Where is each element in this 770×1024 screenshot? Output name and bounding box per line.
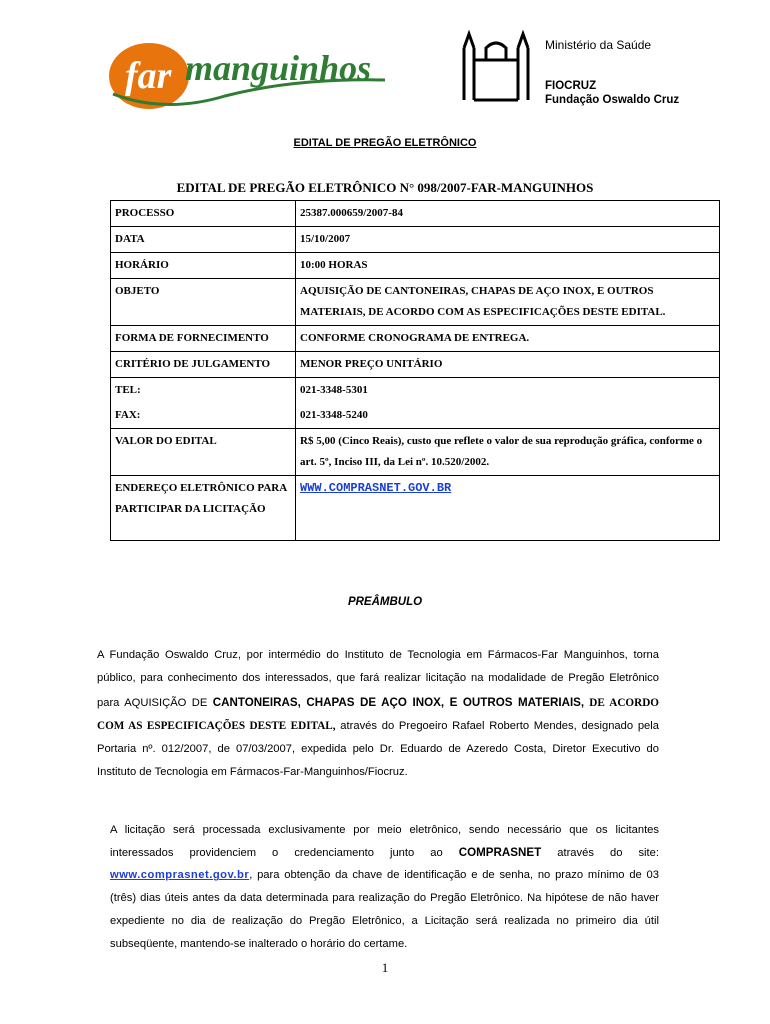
fiocruz-building-icon xyxy=(460,30,532,104)
p2-text-a: A licitação será processada exclusivamente por meio eletrônico, sendo necessário que os licitantes interessados providenciem o credenciamento junto ao xyxy=(110,824,659,859)
fiocruz-line2: Fundação Oswaldo Cruz xyxy=(545,94,680,106)
fiocruz-line1: FIOCRUZ xyxy=(545,80,597,92)
horario-label: HORÁRIO xyxy=(111,253,296,279)
objeto-label: OBJETO xyxy=(111,279,296,326)
forma-value: CONFORME CRONOGRAMA DE ENTREGA. xyxy=(296,326,720,352)
data-label: DATA xyxy=(111,227,296,253)
preambulo-paragraph-1 xyxy=(97,644,659,785)
processo-label: PROCESSO xyxy=(111,201,296,227)
endereco-cell xyxy=(296,476,720,541)
table-row xyxy=(111,227,720,253)
p2-text-d: , para obtenção da chave de identificação e de senha, no prazo mínimo de 03 (três) dias úteis antes da data determinada para realização do Pregão Eletrônico. Na hipótese de não haver expediente no dia de realização do Pregão Eletrônico, a Licitação será realizada no primeiro dia útil subseqüente, mantendo-se inalterado o horário do certame. xyxy=(110,869,659,950)
table-row xyxy=(111,403,720,429)
table-row xyxy=(111,352,720,378)
criterio-value: MENOR PREÇO UNITÁRIO xyxy=(296,352,720,378)
edital-info-table xyxy=(110,200,720,541)
logo-far-text: far xyxy=(125,55,172,97)
comprasnet-site-link[interactable]: www.comprasnet.gov.br xyxy=(110,869,250,882)
edital-main-heading: EDITAL DE PREGÃO ELETRÔNICO N° 098/2007-FAR-MANGUINHOS xyxy=(176,180,594,195)
comprasnet-link[interactable]: WWW.COMPRASNET.GOV.BR xyxy=(300,481,452,495)
table-row xyxy=(111,429,720,476)
ministry-text: Ministério da Saúde xyxy=(545,38,652,52)
p1-text-d: através do Pregoeiro Rafael Roberto Mendes, designado pela Portaria nº. 012/2007, de 07/03/2007, expedida pelo Dr. Eduardo de Azeredo Costa, Diretor Executivo do Instituto de Tecnologia em Fármacos-Far-Manguinhos/Fiocruz. xyxy=(97,719,659,779)
p1-text-b: CANTONEIRAS, CHAPAS DE AÇO INOX, E OUTROS MATERIAIS, xyxy=(212,695,585,709)
table-row xyxy=(111,476,720,541)
preambulo-heading: PREÂMBULO xyxy=(347,596,423,608)
tel-label: TEL: xyxy=(111,378,296,404)
table-row xyxy=(111,279,720,326)
forma-label: FORMA DE FORNECIMENTO xyxy=(111,326,296,352)
page-number: 1 xyxy=(381,960,389,975)
preambulo-paragraph-2 xyxy=(110,819,659,955)
table-row xyxy=(111,326,720,352)
logo-manguinhos-text: manguinhos xyxy=(185,48,372,88)
p1-text-c: DE ACORDO COM AS ESPECIFICAÇÕES DESTE EDITAL, xyxy=(97,696,659,732)
endereco-label: ENDEREÇO ELETRÔNICO PARA PARTICIPAR DA LICITAÇÃO xyxy=(111,476,296,541)
table-row xyxy=(111,378,720,404)
farmanguinhos-logo xyxy=(105,36,390,112)
fiocruz-text xyxy=(545,79,679,107)
p1-text-a: A Fundação Oswaldo Cruz, por intermédio do Instituto de Tecnologia em Fármacos-Far Manguinhos, torna público, para conhecimento dos interessados, que fará realizar licitação na modalidade de Pregão Eletrônico para AQUISIÇÃO DE xyxy=(97,649,659,709)
criterio-label: CRITÉRIO DE JULGAMENTO xyxy=(111,352,296,378)
valor-value: R$ 5,00 (Cinco Reais), custo que reflete o valor de sua reprodução gráfica, conforme o art. 5º, Inciso III, da Lei nº. 10.520/2002. xyxy=(296,429,720,476)
objeto-value: AQUISIÇÃO DE CANTONEIRAS, CHAPAS DE AÇO INOX, E OUTROS MATERIAIS, DE ACORDO COM AS ESPECIFICAÇÕES DESTE EDITAL. xyxy=(296,279,720,326)
horario-value: 10:00 HORAS xyxy=(296,253,720,279)
p2-text-b: COMPRASNET xyxy=(458,845,542,859)
data-value: 15/10/2007 xyxy=(296,227,720,253)
valor-label: VALOR DO EDITAL xyxy=(111,429,296,476)
table-row xyxy=(111,253,720,279)
edital-underlined-heading: EDITAL DE PREGÃO ELETRÔNICO xyxy=(293,137,477,149)
tel-value: 021-3348-5301 xyxy=(296,378,720,404)
processo-value: 25387.000659/2007-84 xyxy=(296,201,720,227)
fax-value: 021-3348-5240 xyxy=(296,403,720,429)
p2-text-c: através do site: xyxy=(541,846,659,859)
fax-label: FAX: xyxy=(111,403,296,429)
table-row xyxy=(111,201,720,227)
